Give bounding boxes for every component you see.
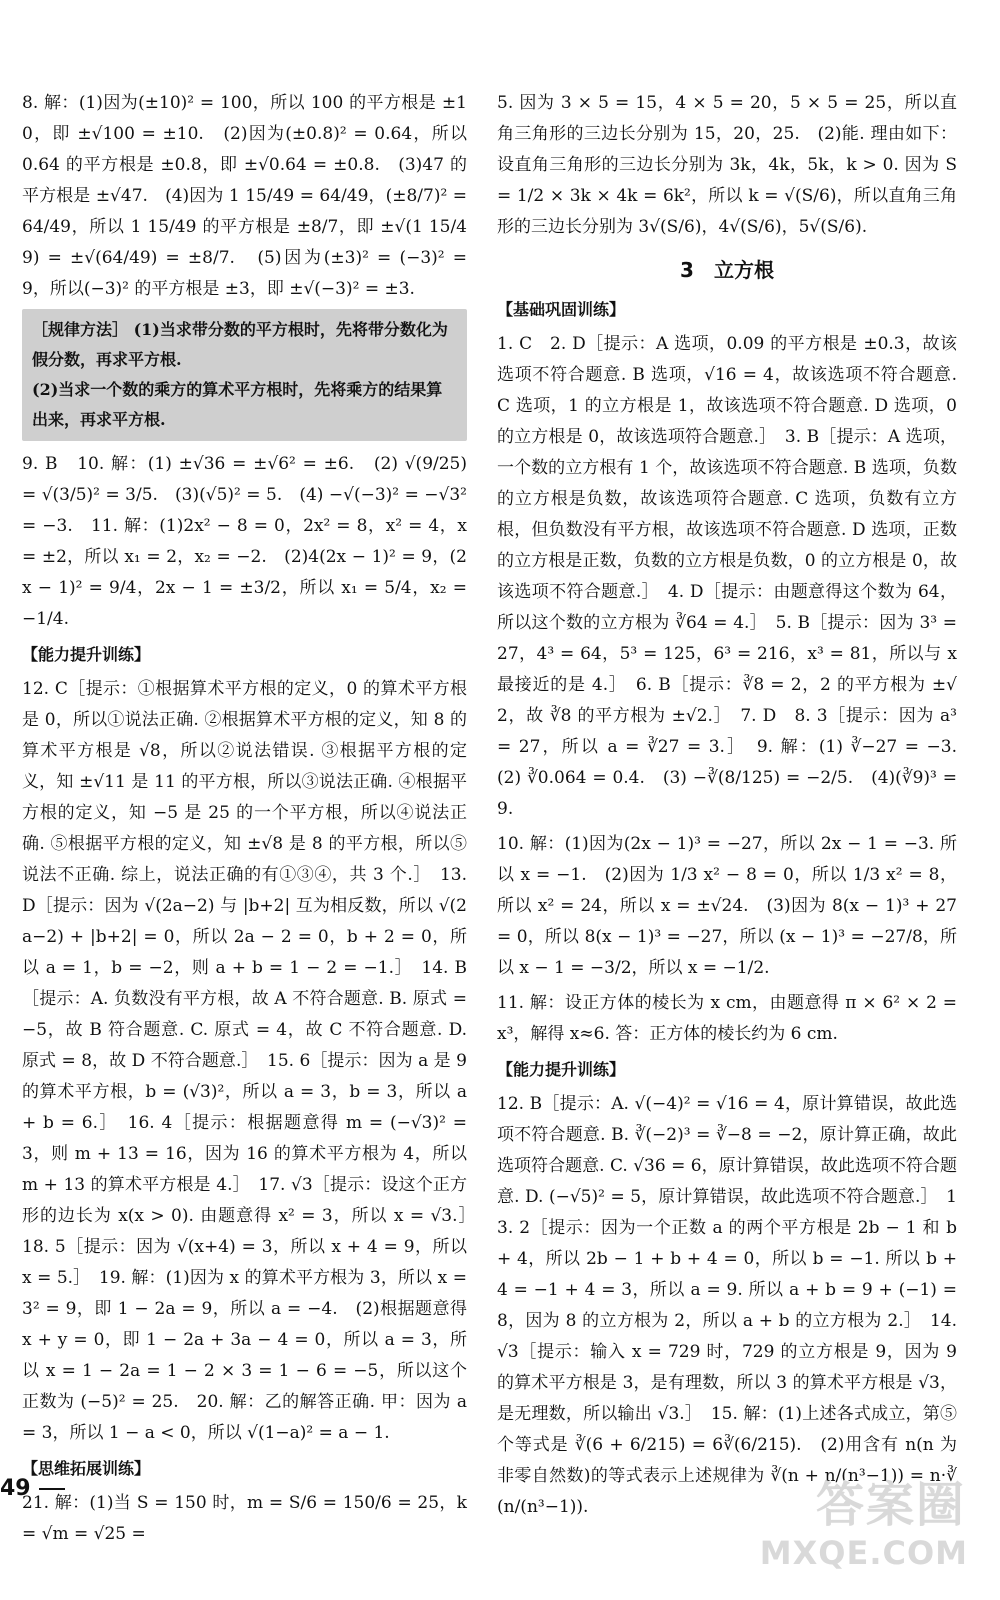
section-tag-ability: 【能力提升训练】 <box>22 645 151 664</box>
method-tag: ［规律方法］ <box>32 320 129 339</box>
answer-paragraph: 21. 解：(1)当 S = 150 时，m = S/6 = 150/6 = 25，k = √m = √25 = <box>22 1493 467 1544</box>
method-note-box <box>22 309 467 441</box>
watermark-logo <box>759 1460 986 1580</box>
watermark-main: 答案圈 <box>815 1477 966 1533</box>
answer-paragraph: 12. C［提示：①根据算术平方根的定义，0 的算术平方根是 0，所以①说法正确. ②根据算术平方根的定义，知 8 的算术平方根是 √8，所以②说法错误. ③根据平方根的定义，知 ±√11 是 11 的平方根，所以③说法正确. ④根据平方根的定义，知 −5 是 25 的一个平方根，所以④说法正确. ⑤根据平方根的定义，知 ±√8 是 8 的平方根，所以⑤说法不正确. 综上，说法正确的有①③④，共 3 个.］ 13. D［提示：因为 √(2a−2) 与 |b+2| 互为相反数，所以 √(2a−2) + |b+2| = 0，所以 2a − 2 = 0，b + 2 = 0，所以 a = 1，b = −2，则 a + b = 1 − 2 = −1.］ 14. B［提示：A. 负数没有平方根，故 A 不符合题意. B. 原式 = −5，故 B 符合题意. C. 原式 = 4，故 C 不符合题意. D. 原式 = 8，故 D 不符合题意.］ 15. 6［提示：因为 a 是 9 的算术平方根，b = (√3)²，所以 a = 3，b = 3，所以 a + b = 6.］ 16. 4［提示：根据题意得 m = (−√3)² = 3，则 m + 13 = 16，因为 16 的算术平方根为 4，所以 m + 13 的算术平方根是 4.］ 17. √3［提示：设这个正方形的边长为 x(x > 0). 由题意得 x² = 3，所以 x = √3.］ 18. 5［提示：因为 √(x+4) = 3，所以 x + 4 = 9，所以 x = 5.］ 19. 解：(1)因为 x 的算术平方根为 3，所以 x = 3² = 9，即 1 − 2a = 9，所以 a = −4. (2)根据题意得 x + y = 0，即 1 − 2a + 3a − 4 = 0，所以 a = 3，所以 x = 1 − 2a = 1 − 2 × 3 = 1 − 6 = −5，所以这个正数为 (−5)² = 25. 20. 解：乙的解答正确. 甲：因为 a = 3，所以 1 − a < 0，所以 √(1−a)² = a − 1. <box>22 679 484 1443</box>
answer-paragraph: 8. 解：(1)因为(±10)² = 100，所以 100 的平方根是 ±10，即 ±√100 = ±10. (2)因为(±0.8)² = 0.64，所以 0.64 的平方根是 ±0.8，即 ±√0.64 = ±0.8. (3)47 的平方根是 ±√47. (4)因为 1 15/49 = 64/49，(±8/7)² = 64/49，所以 1 15/49 的平方根是 ±8/7，即 ±√(1 15/49) = ±√(64/49) = ±8/7. (5)因为(±3)² = (−3)² = 9，所以(−3)² 的平方根是 ±3，即 ±√(−3)² = ±3. <box>22 93 467 299</box>
answer-paragraph: 11. 解：设正方体的棱长为 x cm，由题意得 π × 6² × 2 = x³，解得 x≈6. 答：正方体的棱长约为 6 cm. <box>497 993 957 1044</box>
left-column <box>22 88 484 1554</box>
section-tag-basic: 【基础巩固训练】 <box>497 300 626 319</box>
answer-paragraph: 10. 解：(1)因为(2x − 1)³ = −27，所以 2x − 1 = −3. 所以 x = −1. (2)因为 1/3 x² − 8 = 0，所以 1/3 x² = 8，所以 x² = 24，所以 x = ±√24. (3)因为 8(x − 1)³ + 27 = 0，所以 8(x − 1)³ = −27，所以 (x − 1)³ = −27/8，所以 x − 1 = −3/2，所以 x = −1/2. <box>497 834 957 978</box>
answer-paragraph: 1. C 2. D［提示：A 选项，0.09 的平方根是 ±0.3，故该选项不符合题意. B 选项，√16 = 4，故该选项不符合题意. C 选项，1 的立方根是 1，故该选项不符合题意. D 选项，0 的立方根是 0，故该选项符合题意.］ 3. B［提示：A 选项，一个数的立方根有 1 个，故该选项不符合题意. B 选项，负数的立方根是负数，故该选项符合题意. C 选项，负数有立方根，但负数没有平方根，故该选项不符合题意. D 选项，正数的立方根是正数，负数的立方根是负数，0 的立方根是 0，故该选项不符合题意.］ 4. D［提示：由题意得这个数为 64，所以这个数的立方根为 ∛64 = 4.］ 5. B［提示：因为 3³ = 27，4³ = 64，5³ = 125，6³ = 216，x³ = 81，所以与 x 最接近的是 4.］ 6. B［提示：∛8 = 2，2 的平方根为 ±√2，故 ∛8 的平方根为 ±√2.］ 7. D 8. 3［提示：因为 a³ = 27，所以 a = ∛27 = 3.］ 9. 解：(1) ∛−27 = −3. (2) ∛0.064 = 0.4. (3) −∛(8/125) = −2/5. (4)(∛9)³ = 9. <box>497 334 974 819</box>
answer-paragraph: 9. B 10. 解：(1) ±√36 = ±√6² = ±6. (2) √(9/25) = √(3/5)² = 3/5. (3)(√5)² = 5. (4) −√(−3)² = −√3² = −3. 11. 解：(1)2x² − 8 = 0，2x² = 8，x² = 4，x = ±2，所以 x₁ = 2，x₂ = −2. (2)4(2x − 1)² = 9，(2x − 1)² = 9/4，2x − 1 = ±3/2，所以 x₁ = 5/4，x₂ = −1/4. <box>22 454 467 629</box>
watermark-sub: MXQE.COM <box>759 1534 968 1572</box>
page-number: 49 <box>0 1476 65 1501</box>
method-text: (2)当求一个数的乘方的算术平方根时，先将乘方的结果算出来，再求平方根. <box>32 380 443 429</box>
section-tag-ability: 【能力提升训练】 <box>497 1060 626 1079</box>
section-tag-thinking: 【思维拓展训练】 <box>22 1459 151 1478</box>
method-text: (1)当求带分数的平方根时，先将带分数化为假分数，再求平方根. <box>32 320 448 369</box>
section-title: 3 立方根 <box>680 258 774 282</box>
answer-paragraph: 12. B［提示：A. √(−4)² = √16 = 4，原计算错误，故此选项不符合题意. B. ∛(−2)³ = ∛−8 = −2，原计算正确，故此选项符合题意. C. √36 = 6，原计算错误，故此选项不符合题意. D. (−√5)² = 5，原计算错误，故此选项不符合题意.］ 13. 2［提示：因为一个正数 a 的两个平方根是 2b − 1 和 b + 4，所以 2b − 1 + b + 4 = 0，所以 b = −1. 所以 b + 4 = −1 + 4 = 3，所以 a = 9. 所以 a + b = 9 + (−1) = 8，因为 8 的立方根为 2，所以 a + b 的立方根为 2.］ 14. √3［提示：输入 x = 729 时，729 的立方根是 9，因为 9 的算术平方根是 3，是有理数，所以 3 的算术平方根是 √3，是无理数，所以输出 √3.］ 15. 解：(1)上述各式成立，第⑤个等式是 ∛(6 + 6/215) = 6∛(6/215). (2)用含有 n(n 为非零自然数)的等式表示上述规律为 ∛(n + n/(n³−1)) = n·∛(n/(n³−1)). <box>497 1094 957 1517</box>
answer-paragraph: 5. 因为 3 × 5 = 15，4 × 5 = 20，5 × 5 = 25，所以直角三角形的三边长分别为 15，20，25. (2)能. 理由如下：设直角三角形的三边长分别为 3k，4k，5k，k > 0. 因为 S = 1/2 × 3k × 4k = 6k²，所以 k = √(S/6)，所以直角三角形的三边长分别为 3√(S/6)，4√(S/6)，5√(S/6). <box>497 93 957 237</box>
right-column <box>497 88 974 1527</box>
